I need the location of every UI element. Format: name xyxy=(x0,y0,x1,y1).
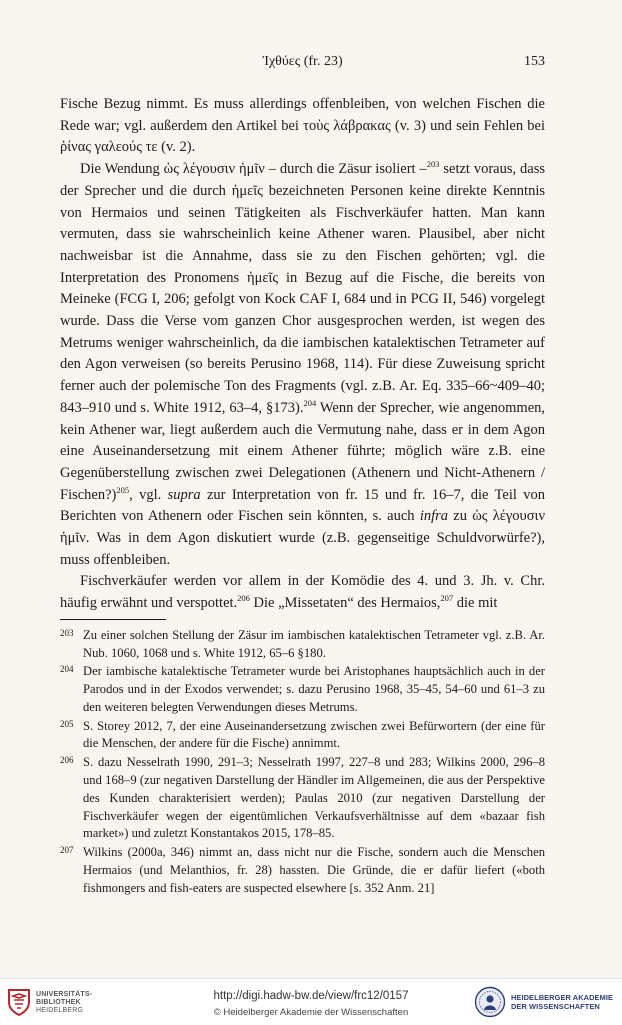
footnote-207 xyxy=(60,844,545,898)
footnote-text: S. dazu Nesselrath 1990, 291–3; Nesselrath 1997, 227–8 und 283; Wilkins 2000, 296–8 und 168–9 (zur negativen Darstellung der Händler im Allgemeinen, die aus der Perspektive des Kunden charakterisiert werden); Paulas 2010 (zur negativen Darstellung der Fischverkäufer wegen der eigentümlichen Verkaufsverhältnisse auf dem «bazaar fish market») und zuletzt Konstantakos 2015, 178–85. xyxy=(83,754,545,841)
footnote-ref-203[interactable]: 203 xyxy=(426,159,440,170)
paragraph-3-text: die mit xyxy=(453,595,498,612)
footnote-number: 207 xyxy=(60,844,74,855)
copyright-notice: © Heidelberger Akademie der Wissenschaften xyxy=(213,1007,409,1018)
university-library-text: UNIVERSITÄTS- BIBLIOTHEK HEIDELBERG xyxy=(36,991,93,1014)
footnote-ref-207[interactable]: 207 xyxy=(440,593,454,604)
running-head-title: Ἰχθύες (fr. 23) xyxy=(262,54,343,69)
viewer-footer xyxy=(0,978,622,1025)
footnote-ref-205[interactable]: 205 xyxy=(116,484,130,495)
paragraph-3-text: Die „Missetaten“ des Hermaios, xyxy=(249,595,441,612)
page-number: 153 xyxy=(524,54,545,69)
paragraph-3 xyxy=(60,571,545,614)
footnote-number: 205 xyxy=(60,718,74,729)
paragraph-1: Fische Bezug nimmt. Es muss allerdings offenbleiben, von welchen Fischen die Rede war; vgl. außerdem den Artikel bei τοὺς λάβρακας (v. 3) und sein Fehlen bei ῥίνας γαλεούς τε (v. 2). xyxy=(60,96,545,156)
main-text xyxy=(60,94,545,615)
footnote-number: 203 xyxy=(60,628,74,638)
paragraph-2-text: Wenn der Sprecher, wie angenommen, kein Athener war, liegt außerdem auch die Vermutung nahe, dass er in dem Agon eine Auseinandersetzung mit einem Athener führte; möglich wäre z.B. eine Gegenüberstellung zwischen zwei Delegationen (Athenern und Nicht-Athenern / Fischen?) xyxy=(60,399,546,503)
footnote-205 xyxy=(60,718,545,754)
footnote-203 xyxy=(60,627,545,663)
paragraph-3-text: Fischverkäufer werden vor allem in der Komödie des 4. und 3. Jh. v. Chr. häufig erwähnt und verspottet. xyxy=(60,573,545,612)
paragraph-2-text: , vgl. xyxy=(129,486,168,503)
footnote-204 xyxy=(60,663,545,717)
paragraph-2-text: Die Wendung ὡς λέγουσιν ἡμῖν – durch die Zäsur isoliert – xyxy=(80,161,427,178)
academy-seal-icon xyxy=(474,986,506,1018)
footnote-text: S. Storey 2012, 7, der eine Auseinandersetzung zwischen zwei Befürwortern (der eine für die Menschen, der andere für die Fische) annimmt. xyxy=(83,718,545,751)
permalink-url[interactable]: http://digi.hadw-bw.de/view/frc12/0157 xyxy=(213,990,409,1002)
footnote-number: 206 xyxy=(60,754,74,765)
footnote-ref-204[interactable]: 204 xyxy=(303,397,317,408)
paragraph-2-text: setzt voraus, dass der Sprecher und die durch ἡμεῖς bezeichneten Personen keine direkte Kenntnis von Hermaios und seinen Tätigkeiten als Fischverkäufer hatten. Man kann vermuten, dass sie wahrscheinlich keine Athener waren. Plausibel, aber nicht nachweisbar ist die Annahme, dass sie zu den Fischen gehörten; vgl. die Interpretation des Pronomens ἡμεῖς in Bezug auf die Fische, die bereits von Meineke (FCG I, 206; gefolgt von Kock CAF I, 684 und in PCG II, 546) vorgelegt wurde. Dass die Verse vom ganzen Chor ausgesprochen werden, ist wegen des Metrums weniger wahrscheinlich, da die iambischen katalektischen Tetrameter auf den Agon verweisen (so bereits Perusino 1968, 114). Für diese Zuweisung spricht ferner auch der polemische Ton des Fragments (vgl. z.B. Ar. Eq. 335–66~409–40; 843–910 und s. White 1912, 63–4, §173). xyxy=(60,161,546,416)
paragraph-2 xyxy=(60,159,545,571)
footnote-206 xyxy=(60,754,545,844)
italic-infra: infra xyxy=(419,508,449,525)
footnote-ref-206[interactable]: 206 xyxy=(237,593,250,604)
academy-logo[interactable] xyxy=(474,986,614,1020)
academy-text: HEIDELBERGER AKADEMIE DER WISSENSCHAFTEN xyxy=(511,993,614,1011)
footnote-number: 204 xyxy=(60,664,74,675)
footnotes xyxy=(60,627,545,898)
italic-supra: supra xyxy=(167,486,201,503)
footnote-text: Zu einer solchen Stellung der Zäsur im iambischen katalektischen Tetrameter vgl. z.B. Ar. Nub. 1060, 1068 und s. White 1912, 65–6 §180. xyxy=(83,628,545,660)
footnote-divider xyxy=(60,619,166,620)
paragraph-2-text: zur Interpretation von fr. 15 und fr. 16–7, die Teil von Berichten von Athenern oder Fischen sein könnten, s. auch xyxy=(60,486,545,525)
footnote-text: Der iambische katalektische Tetrameter wurde bei Aristophanes hauptsächlich auch in der Parodos und in der Exodos verwendet; s. dazu Perusino 1968, 35–45, 54–60 und 61–3 zu den weiteren belegten Verwendungen dieses Metrums. xyxy=(83,664,545,715)
footnote-text: Wilkins (2000a, 346) nimmt an, dass nicht nur die Fische, sondern auch die Menschen Hermaios (und Melanthios, fr. 28) hassten. Die Gründe, die er dafür liefert («both fishmongers and fish-eaters are suspected elsewhere [s. 352 Anm. 21] xyxy=(83,844,545,895)
paragraph-2-text: zu ὡς λέγουσιν ἡμῖν. Was in dem Agon diskutiert wurde (z.B. gegenseitige Schuldvorwürfe?), muss offenbleiben. xyxy=(60,508,545,568)
running-head xyxy=(60,54,545,74)
